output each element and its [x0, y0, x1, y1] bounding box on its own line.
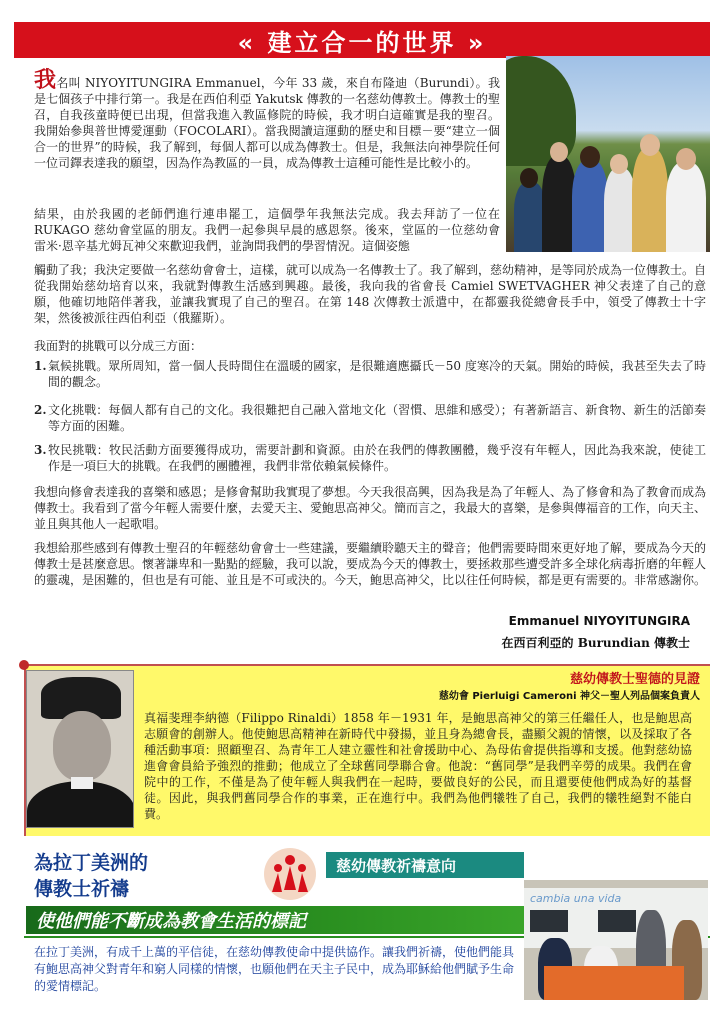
article-paragraph-3: 觸動了我；我決定要做一名慈幼會會士，這樣，就可以成為一名傳教士了。我了解到，慈幼精神，是等同於成為一位傳教士。自從我開始慈幼培育以來，我就對傳教生活感到興趣。最後，我向我的省會長 Camiel SWETVAGHER 神父表達了自己的意願，他確切地陪伴著我，並讓我實現了自己的聖召。在第 148 次傳教士派遣中，在都靈我從總會長手中，領受了傳教士十字架，然後被派往西伯利亞（俄羅斯）。	[34, 263, 707, 325]
prayer-heading-line-1: 為拉丁美洲的	[34, 852, 149, 874]
drop-cap: 我	[34, 67, 57, 93]
photo-head	[640, 134, 660, 156]
photo-head	[610, 154, 628, 174]
article-paragraph-2: 結果，由於我國的老師們進行連串罷工，這個學年我無法完成。我去拜訪了一位在 RUKAGO 慈幼會堂區的朋友。我們一起參與早晨的感恩祭。後來，堂區的一位慈幼會雷米·恩辛基尤姆瓦神父來歡迎我們，並詢問我們的學習情況。這個姿態	[34, 207, 500, 253]
photo-person	[666, 162, 706, 252]
intention-label: 慈幼傳教祈禱意向	[336, 856, 457, 875]
signature-role: 在西百利亞的 Burundian 傳教士	[501, 636, 690, 650]
witness-title: 慈幼傳教士聖德的見證	[569, 672, 700, 687]
group-photo	[506, 56, 710, 252]
challenge-list-item	[34, 442, 706, 474]
prayer-heading	[34, 850, 148, 902]
photo-person	[542, 156, 576, 252]
photo-person	[572, 160, 608, 252]
salesian-logo-icon	[260, 846, 320, 902]
page-title-bar	[14, 22, 710, 58]
portrait-face	[53, 711, 111, 781]
challenge-list-item	[34, 358, 706, 390]
intention-label-bar	[326, 852, 524, 878]
photo-person	[632, 148, 668, 252]
volunteers-photo	[524, 880, 708, 1000]
article-paragraph-1-text: 名叫 NIYOYITUNGIRA Emmanuel，今年 33 歲，來自布隆迪（Burundi）。我是七個孩子中排行第一。我是在西伯利亞 Yakutsk 傳教的一名慈幼傳教士。傳教士的聖召，自我孩童時便已出現，但當我進入教區修院的時候，我才明白這確實是我的聖召。我開始參與普世博愛運動（FOCOLARI）。當我閱讀這運動的歷史和目標－要“建立一個合一的世界”的時候，我了解到，每個人都可以成為傳教士。但是，我無法向神學院任何一位司鐸表達我的願望，因為作為教區的一員，成為傳教士這種可能性是比較小的。	[34, 76, 500, 170]
van-lettering: cambia una vida	[530, 892, 622, 905]
list-text: 牧民挑戰：牧民活動方面要獲得成功，需要計劃和資源。由於在我們的傳教團體，幾乎沒有年輕人，因此為我來說，使徒工作是一項巨大的挑戰。在我們的團體裡，我們非常依賴氣候條件。	[48, 443, 706, 473]
prayer-banner-text: 使他們能不斷成為教會生活的標記	[36, 911, 306, 932]
photo-table	[544, 966, 684, 1000]
portrait-photo	[26, 670, 134, 828]
witness-text: 真福斐理李納德（Filippo Rinaldi）1858 年－1931 年，是鮑思高神父的第三任繼任人，也是鮑思高志願會的創辦人。他使鮑思高精神在新時代中發揚，並且身為總會長，盡顯父親的情懷，以及採取了各種活動事項：照顧聖召、為青年工人建立靈性和社會援助中心、為母佑會提供指導和支援。他對慈幼協進會會員給予強烈的推動；他成立了全球舊同學聯合會。他說：“舊同學”是我們辛勞的成果。我們在會院中的工作，不僅是為了使年輕人與我們在一起時，要做良好的公民，而且還要使他們成為好的基督徒。因此，與我們舊同學合作的事業，正在進行中。我們為他們犧牲了自己，我們的犧牲絕對不能白費。	[144, 711, 692, 821]
photo-head	[580, 146, 600, 168]
article-paragraph-4: 我面對的挑戰可以分成三方面：	[34, 339, 203, 353]
challenge-list-item	[34, 402, 706, 434]
photo-head	[520, 168, 538, 188]
article-paragraph-1	[34, 67, 500, 171]
prayer-banner	[26, 906, 524, 934]
van-window	[598, 910, 636, 932]
portrait-collar	[71, 777, 93, 789]
photo-head	[550, 142, 568, 162]
article-paragraph-6: 我想給那些感到有傳教士聖召的年輕慈幼會會士一些建議，要繼續聆聽天主的聲音；他們需要時間來更好地了解，要成為今天的傳教士是甚麼意思。懷著謙卑和一點點的經驗，我可以說，要成為今天的傳教士，要拯救那些遭受許多全球化病毒折磨的年輕人的靈魂，是困難的，但也是有可能、並且是不可或決的。今天，鮑思高神父，比以往任何時候，都是更有需要的。非常感謝你。	[34, 541, 707, 587]
list-text: 氣候挑戰。眾所周知，當一個人長時間住在溫暖的國家，是很難適應攝氏－50 度寒冷的天氣。開始的時候，我甚至失去了時間的觀念。	[48, 359, 706, 389]
bullet-dot	[19, 660, 29, 670]
van-window	[530, 910, 568, 932]
prayer-text: 在拉丁美洲，有成千上萬的平信徒，在慈幼傳教使命中提供協作。讓我們祈禱，使他們能具有鮑思高神父對青年和窮人同樣的情懷，也願他們在天主子民中，成為耶穌給他們賦予生命的愛情標記。	[34, 945, 515, 993]
list-number: 3.	[34, 443, 47, 457]
signature-name: Emmanuel NIYOYITUNGIRA	[508, 614, 690, 628]
page-title: « 建立合一的世界 »	[237, 28, 487, 57]
list-text: 文化挑戰：每個人都有自己的文化。我很難把自己融入當地文化（習慣、思維和感受）；有著新語言、新食物、新生的活節奏等方面的困難。	[48, 403, 706, 433]
prayer-heading-line-2: 傳教士祈禱	[34, 878, 130, 900]
photo-head	[676, 148, 696, 170]
witness-top-line	[26, 664, 710, 666]
witness-subtitle: 慈幼會 Pierluigi Cameroni 神父－聖人列品個案負責人	[438, 691, 700, 702]
article-paragraph-5: 我想向修會表達我的喜樂和感恩；是修會幫助我實現了夢想。今天我很高興，因為我是為了年輕人、為了修會和為了教會而成為傳教士。我看到了當今年輕人需要什麼，去愛天主、愛鮑思高神父。簡而言之，我最大的喜樂，是參與傳福音的工作，向天主、並且與其他人一起歌唱。	[34, 485, 707, 531]
list-number: 1.	[34, 359, 47, 373]
list-number: 2.	[34, 403, 47, 417]
